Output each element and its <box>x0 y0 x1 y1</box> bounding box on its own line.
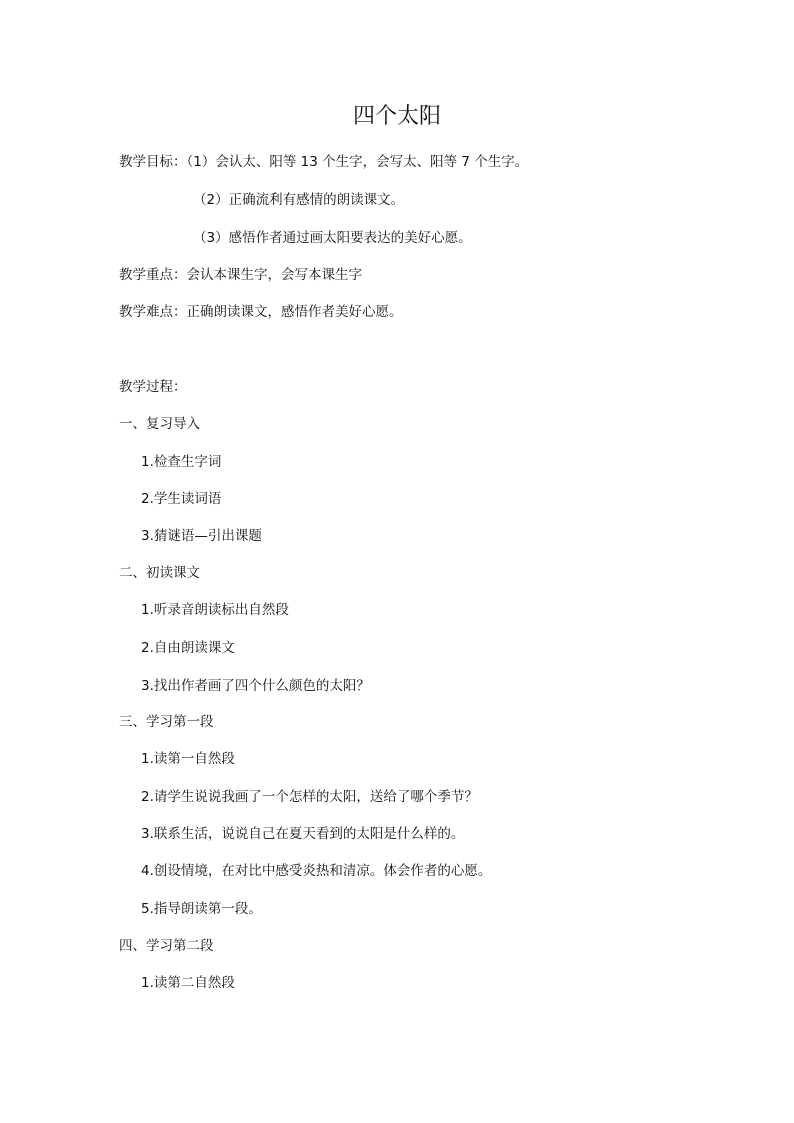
list-item: 4.创设情境，在对比中感受炎热和清凉。体会作者的心愿。 <box>141 863 492 879</box>
list-item: 2.学生读词语 <box>141 491 222 507</box>
key-points: 教学重点：会认本课生字，会写本课生字 <box>119 267 362 283</box>
section-heading-4: 四、学习第二段 <box>119 938 214 954</box>
list-item: 1.听录音朗读标出自然段 <box>141 602 289 618</box>
document-title: 四个太阳 <box>352 104 441 129</box>
difficulties: 教学难点：正确朗读课文，感悟作者美好心愿。 <box>119 304 403 320</box>
objectives-label: 教学目标： <box>119 154 187 170</box>
objective-item-1: （1）会认太、阳等 13 个生字，会写太、阳等 7 个生字。 <box>186 154 529 170</box>
list-item: 1.读第二自然段 <box>141 975 235 991</box>
objective-item-3: （3）感悟作者通过画太阳要表达的美好心愿。 <box>193 230 472 246</box>
list-item: 3.猜谜语—引出课题 <box>141 528 262 544</box>
section-heading-1: 一、复习导入 <box>119 416 200 432</box>
list-item: 1.检查生字词 <box>141 454 222 470</box>
list-item: 3.联系生活，说说自己在夏天看到的太阳是什么样的。 <box>141 826 465 842</box>
objective-item-2: （2）正确流利有感情的朗读课文。 <box>193 192 405 208</box>
list-item: 5.指导朗读第一段。 <box>141 901 262 917</box>
process-label: 教学过程： <box>119 379 187 395</box>
list-item: 3.找出作者画了四个什么颜色的太阳？ <box>141 678 370 694</box>
objectives-line-1 <box>119 152 528 172</box>
list-item: 1.读第一自然段 <box>141 751 235 767</box>
section-heading-3: 三、学习第一段 <box>119 714 214 730</box>
list-item: 2.自由朗读课文 <box>141 640 235 656</box>
list-item: 2.请学生说说我画了一个怎样的太阳，送给了哪个季节？ <box>141 789 478 805</box>
section-heading-2: 二、初读课文 <box>119 565 200 581</box>
